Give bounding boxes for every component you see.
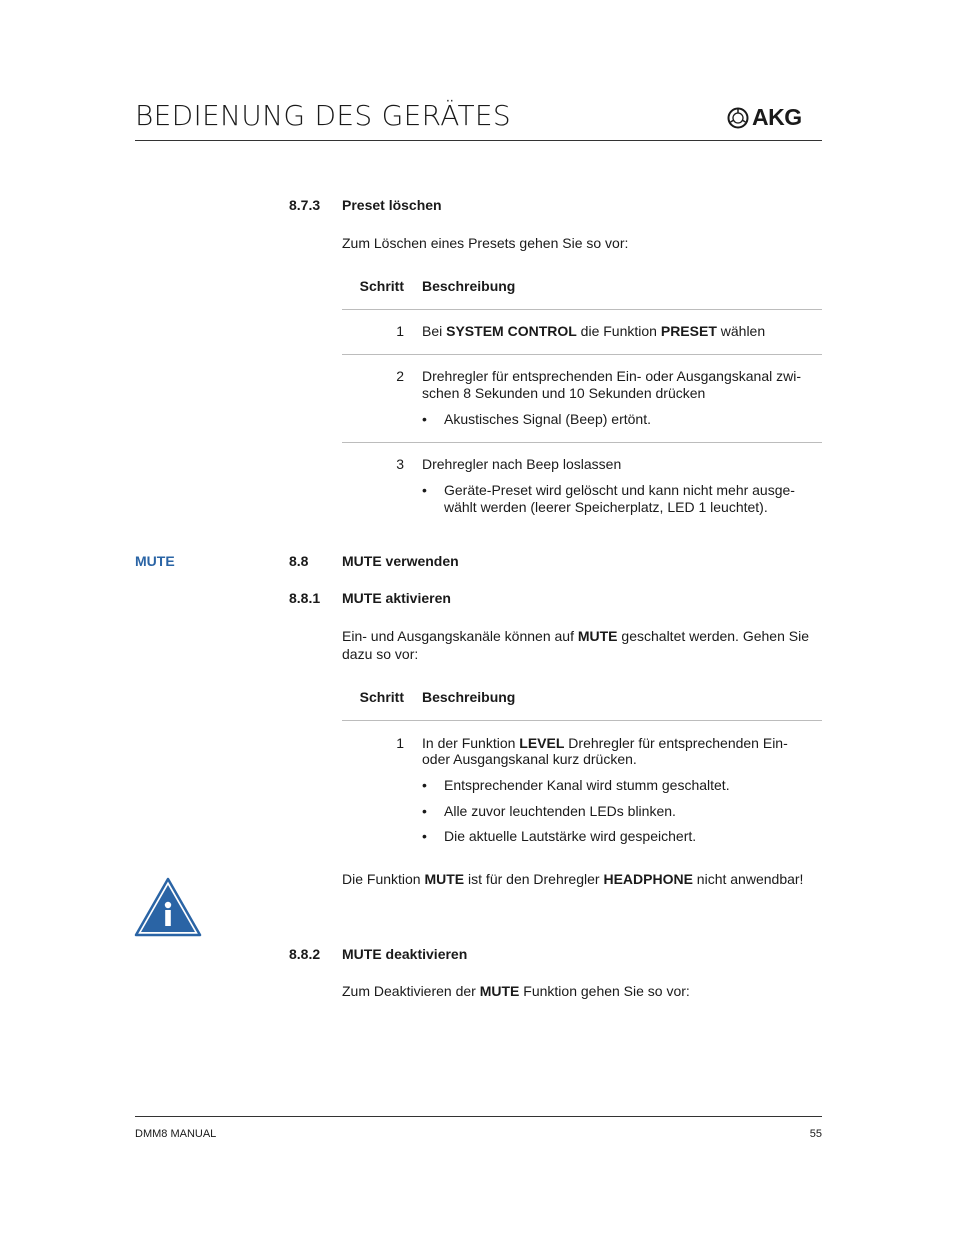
table-divider [342, 720, 822, 721]
step-text: In der Funktion LEVEL Drehregler für entsprechenden Ein- [422, 735, 788, 751]
table-divider [342, 309, 822, 310]
note-text: Die Funktion MUTE ist für den Drehregler HEADPHONE nicht anwendbar! [342, 871, 804, 887]
table-divider [342, 354, 822, 355]
step-text: schen 8 Sekunden und 10 Sekunden drücken [422, 385, 706, 401]
step-number: 1 [396, 323, 404, 339]
bullet-icon: • [422, 803, 427, 819]
section-number: 8.8 [289, 553, 309, 569]
margin-label: MUTE [135, 553, 175, 569]
section-title: MUTE verwenden [342, 553, 459, 569]
step-number: 1 [396, 735, 404, 751]
info-warning-icon [134, 877, 202, 938]
table-header-step: Schritt [359, 278, 404, 294]
table-header-step: Schritt [359, 689, 404, 705]
bullet-text: Die aktuelle Lautstärke wird gespeichert. [444, 828, 697, 844]
bullet-icon: • [422, 777, 427, 793]
bullet-text: Entsprechender Kanal wird stumm geschaltet. [444, 777, 730, 793]
page-number: 55 [809, 1128, 822, 1140]
table-header-description: Beschreibung [422, 689, 516, 705]
section-title: MUTE deaktivieren [342, 946, 468, 962]
footer-rule [135, 1116, 822, 1117]
section-title: MUTE aktivieren [342, 590, 451, 606]
section-intro: Zum Deaktivieren der MUTE Funktion gehen Sie so vor: [342, 983, 690, 999]
bullet-icon: • [422, 411, 427, 427]
bullet-text: Alle zuvor leuchtenden LEDs blinken. [444, 803, 676, 819]
section-title: Preset löschen [342, 197, 442, 213]
step-number: 3 [396, 456, 404, 472]
step-number: 2 [396, 368, 404, 384]
section-number: 8.8.2 [289, 946, 321, 962]
step-text: Drehregler nach Beep loslassen [422, 456, 622, 472]
step-text: Drehregler für entsprechenden Ein- oder Ausgangskanal zwi- [422, 368, 801, 384]
brand-logo [727, 106, 823, 130]
section-intro: dazu so vor: [342, 646, 419, 662]
section-intro: Ein- und Ausgangskanäle können auf MUTE geschaltet werden. Gehen Sie [342, 628, 809, 644]
bullet-text: wählt werden (leerer Speicherplatz, LED 1 leuchtet). [444, 499, 768, 515]
page-title: BEDIENUNG DES GERÄTES [135, 99, 512, 132]
akg-logo-icon [727, 107, 749, 129]
step-text: oder Ausgangskanal kurz drücken. [422, 751, 637, 767]
bullet-text: Akustisches Signal (Beep) ertönt. [444, 411, 651, 427]
bullet-icon: • [422, 828, 427, 844]
brand-name: AKG [752, 104, 802, 130]
section-number: 8.7.3 [289, 197, 321, 213]
table-divider [342, 442, 822, 443]
section-number: 8.8.1 [289, 590, 321, 606]
table-header-description: Beschreibung [422, 278, 516, 294]
step-text: Bei SYSTEM CONTROL die Funktion PRESET wählen [422, 323, 766, 339]
bullet-text: Geräte-Preset wird gelöscht und kann nicht mehr ausge- [444, 482, 795, 498]
section-intro: Zum Löschen eines Presets gehen Sie so vor: [342, 235, 629, 251]
header-rule [135, 140, 822, 141]
bullet-icon: • [422, 482, 427, 498]
footer-manual-name: DMM8 MANUAL [135, 1128, 217, 1140]
